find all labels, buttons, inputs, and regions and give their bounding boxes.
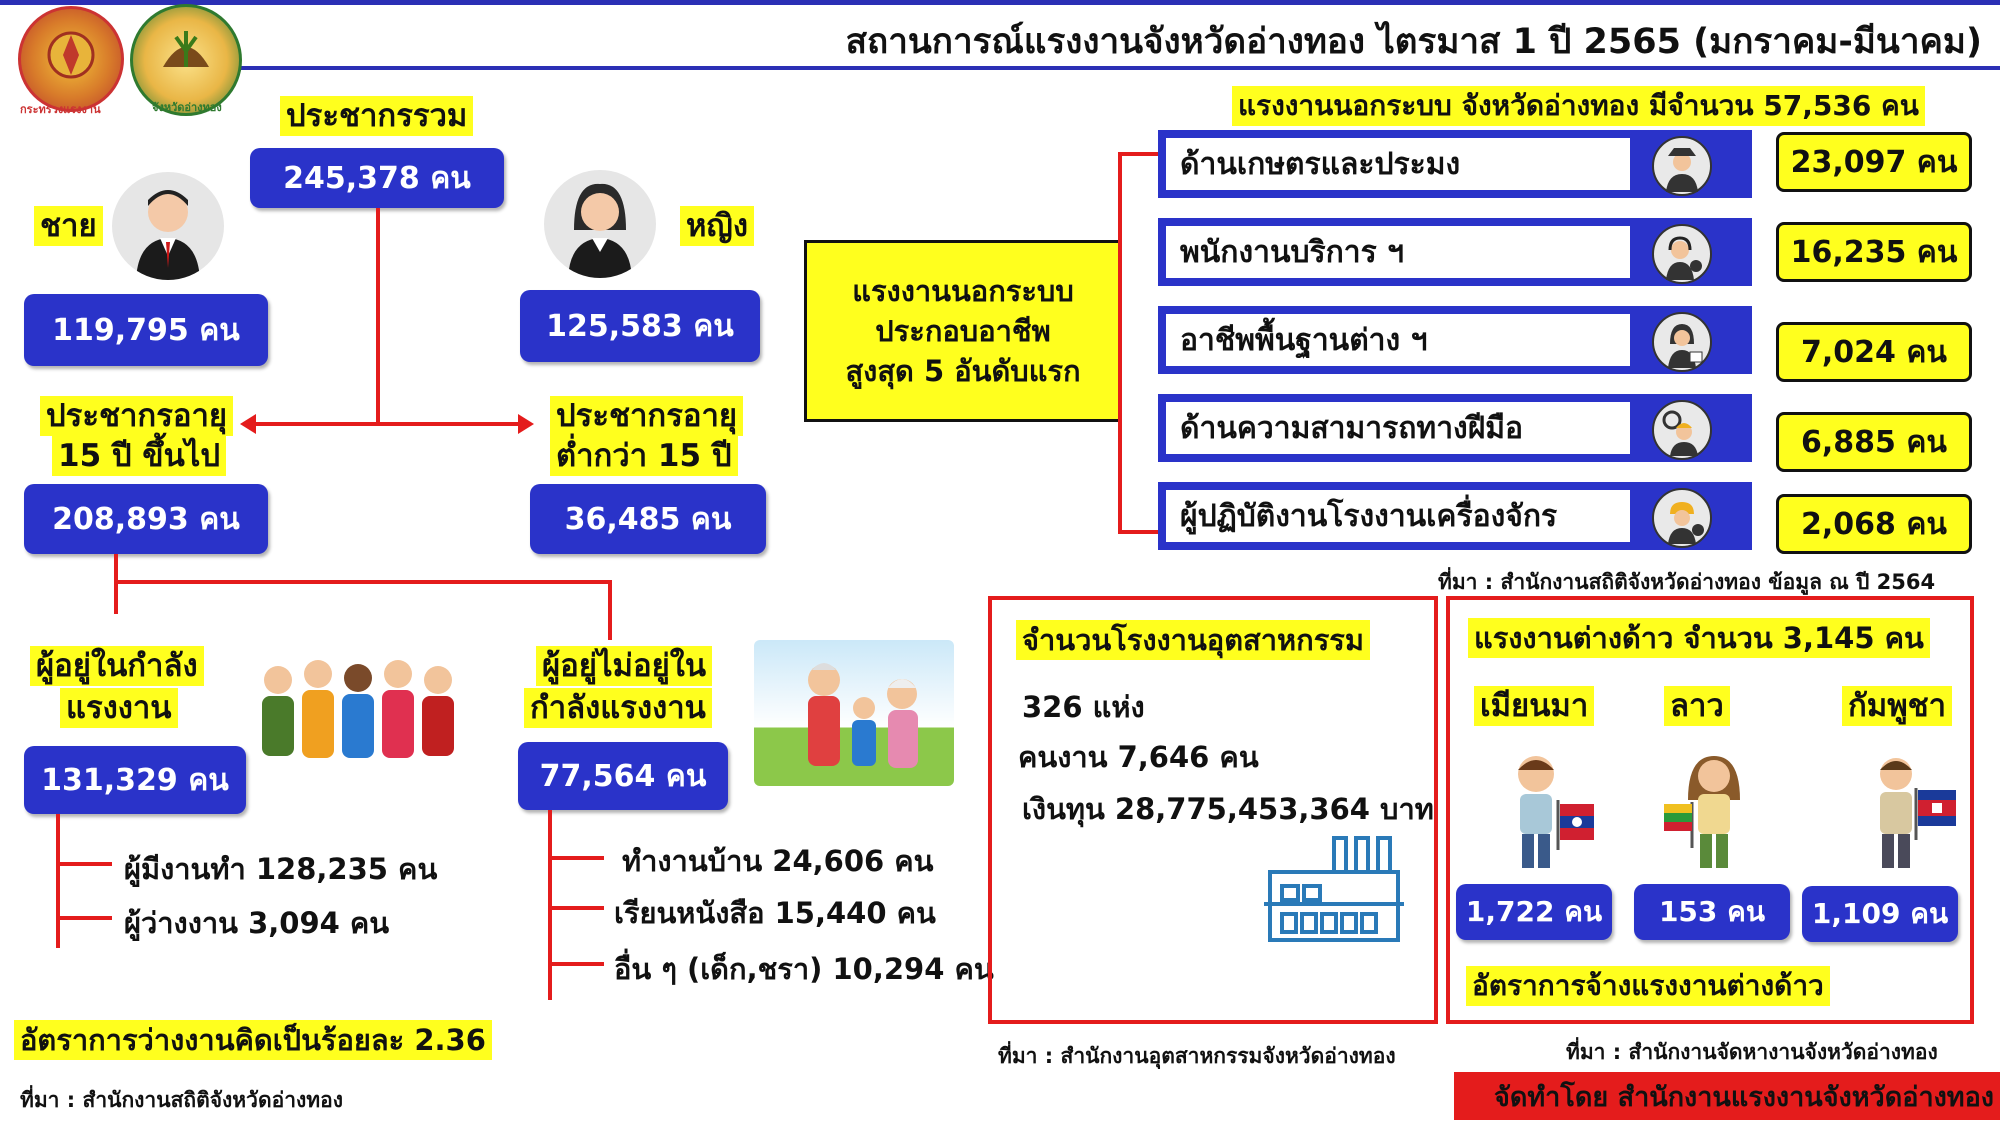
in-labor-force-value: 131,329 คน [24,746,246,814]
informal-header: แรงงานนอกระบบ จังหวัดอ่างทอง มีจำนวน 57,536 คน [1232,86,1925,126]
out-labor-force-label-line2: กำลังแรงงาน [524,688,712,728]
cambodia-label: กัมพูชา [1842,686,1952,726]
connector [1118,152,1160,156]
female-avatar [544,170,656,278]
elderly-family-image [754,640,954,786]
in-labor-force-label-line1: ผู้อยู่ในกำลัง [30,646,204,686]
arrow-right [518,414,534,434]
category-label: ผู้ปฏิบัติงานโรงงานเครื่องจักร [1166,490,1630,542]
female-value: 125,583 คน [520,290,760,362]
arrow-left [240,414,256,434]
industry-title: จำนวนโรงงานอุตสาหกรรม [1016,620,1370,660]
total-population-value: 245,378 คน [250,148,504,208]
male-label: ชาย [34,206,103,246]
out-labor-force-value: 77,564 คน [518,742,728,810]
workers-group-image [248,650,466,780]
informal-category-row [1158,218,1752,286]
informal-category-row [1158,306,1752,374]
employed-text: ผู้มีงานทำ 128,235 คน [124,852,438,886]
industry-count: 326 แห่ง [1022,690,1145,724]
office-worker-icon [1652,312,1712,372]
male-avatar [112,172,224,280]
female-label: หญิง [680,206,754,246]
category-label: ด้านความสามารถทางฝีมือ [1166,402,1630,454]
farmer-icon [1652,136,1712,196]
connector [250,422,520,426]
top-bar [0,0,2000,5]
informal-box [804,240,1122,422]
connector [376,208,380,424]
informal-source: ที่มา : สำนักงานสถิติจังหวัดอ่างทอง ข้อมูล ณ ปี 2564 [1438,570,1936,594]
connector [56,814,60,948]
foreign-footer: อัตราการจ้างแรงงานต่างด้าว [1466,966,1830,1006]
foreign-title: แรงงานต่างด้าว จำนวน 3,145 คน [1468,618,1930,658]
informal-category-row [1158,130,1752,198]
technician-icon [1652,400,1712,460]
myanmar-worker-icon [1492,740,1602,870]
category-value: 7,024 คน [1776,322,1972,382]
housework-text: ทำงานบ้าน 24,606 คน [622,844,934,878]
industry-workers: คนงาน 7,646 คน [1018,740,1259,774]
category-value: 23,097 คน [1776,132,1972,192]
ministry-logo-text: กระทรวงแรงงาน [20,103,101,116]
unemployed-text: ผู้ว่างงาน 3,094 คน [124,906,390,940]
myanmar-value: 1,722 คน [1456,884,1612,940]
age15up-label-line2: 15 ปี ขึ้นไป [52,436,226,476]
page-title: สถานการณ์แรงงานจังหวัดอ่างทอง ไตรมาส 1 ปี 2565 (มกราคม-มีนาคม) [845,22,1982,62]
others-text: อื่น ๆ (เด็ก,ชรา) 10,294 คน [614,952,994,986]
under15-value: 36,485 คน [530,484,766,554]
age15up-label-line1: ประชากรอายุ [40,396,233,436]
connector [548,856,604,860]
male-value: 119,795 คน [24,294,268,366]
call-center-icon [1652,224,1712,284]
informal-category-row [1158,394,1752,462]
cambodia-worker-icon [1856,740,1966,870]
labor-source: ที่มา : สำนักงานสถิติจังหวัดอ่างทอง [20,1088,343,1112]
informal-category-row [1158,482,1752,550]
total-population-label: ประชากรรวม [280,96,473,136]
out-labor-force-label-line1: ผู้อยู่ไม่อยู่ใน [536,646,712,686]
laos-worker-icon [1662,740,1772,870]
foreign-source: ที่มา : สำนักงานจัดหางานจังหวัดอ่างทอง [1566,1040,1938,1064]
connector [114,554,118,614]
connector [548,906,604,910]
connector [114,580,612,584]
laos-label: ลาว [1664,686,1730,726]
province-logo-text: จังหวัดอ่างทอง [152,101,222,114]
studying-text: เรียนหนังสือ 15,440 คน [614,896,936,930]
laos-value: 153 คน [1634,884,1790,940]
industry-capital: เงินทุน 28,775,453,364 บาท [1022,792,1434,826]
informal-box-line3: สูงสุด 5 อันดับแรก [845,354,1081,388]
connector [548,962,604,966]
category-value: 2,068 คน [1776,494,1972,554]
ministry-logo [18,6,124,112]
under15-label-line1: ประชากรอายุ [550,396,743,436]
cambodia-value: 1,109 คน [1802,886,1958,942]
connector [1118,152,1122,534]
age15up-value: 208,893 คน [24,484,268,554]
myanmar-label: เมียนมา [1474,686,1594,726]
connector [1118,530,1160,534]
connector [548,810,552,1000]
connector [56,916,112,920]
factory-icon [1264,832,1404,944]
prepared-by-banner: จัดทำโดย สำนักงานแรงงานจังหวัดอ่างทอง [1454,1072,2000,1120]
informal-box-line1: แรงงานนอกระบบ [852,274,1074,308]
informal-box-line2: ประกอบอาชีพ [875,314,1051,348]
connector [608,580,612,640]
unemployment-rate: อัตราการว่างงานคิดเป็นร้อยละ 2.36 [14,1020,492,1060]
category-label: อาชีพพื้นฐานต่าง ฯ [1166,314,1630,366]
under15-label-line2: ต่ำกว่า 15 ปี [550,436,738,476]
engineer-icon [1652,488,1712,548]
connector [56,862,112,866]
category-value: 16,235 คน [1776,222,1972,282]
category-label: พนักงานบริการ ฯ [1166,226,1630,278]
category-value: 6,885 คน [1776,412,1972,472]
category-label: ด้านเกษตรและประมง [1166,138,1630,190]
industry-source: ที่มา : สำนักงานอุตสาหกรรมจังหวัดอ่างทอง [998,1044,1396,1068]
in-labor-force-label-line2: แรงงาน [60,688,178,728]
